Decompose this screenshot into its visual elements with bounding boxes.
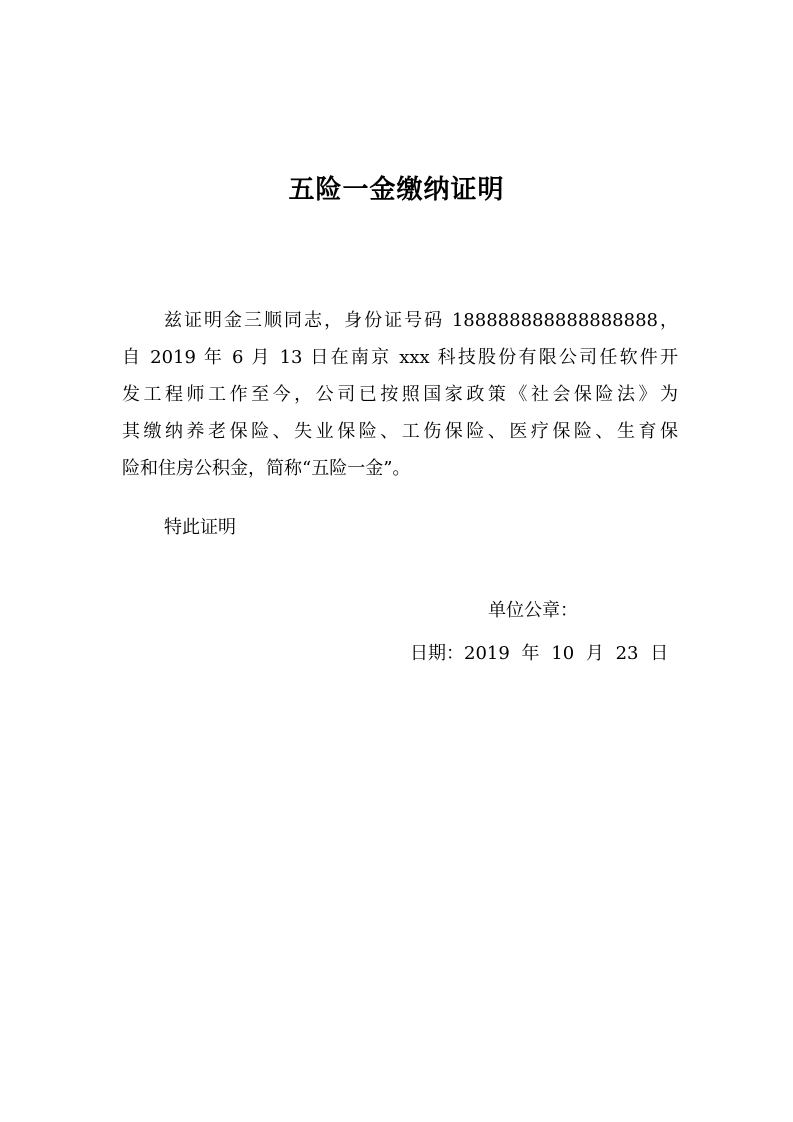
- body-line: 发工程师工作至今，公司已按照国家政策《社会保险法》为: [122, 384, 678, 405]
- body-line: 险和住房公积金，简称“五险一金”。: [122, 458, 411, 479]
- body-paragraph: [122, 302, 678, 487]
- body-line: 自 2019 年 6 月 13 日在南京 xxx 科技股份有限公司任软件开: [122, 347, 678, 368]
- document-title: 五险一金缴纳证明: [288, 175, 505, 205]
- seal-label: 单位公章：: [488, 600, 578, 621]
- body-line: 其缴纳养老保险、失业保险、工伤保险、医疗保险、生育保: [122, 421, 678, 442]
- date-line: 日期：2019 年 10 月 23 日: [410, 643, 669, 664]
- body-line: 兹证明金三顺同志，身份证号码 188888888888888888，: [164, 310, 678, 331]
- closing-statement: 特此证明: [164, 517, 236, 538]
